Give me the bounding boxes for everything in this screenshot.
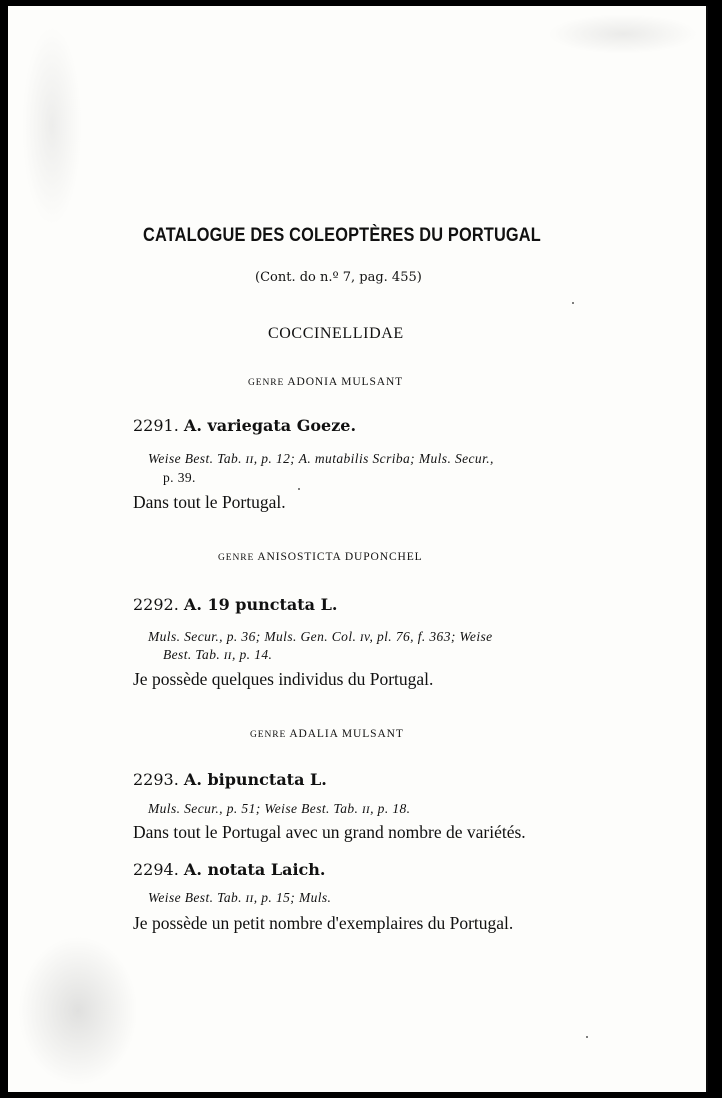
distribution-note: Je possède un petit nombre d'exemplaires du Portugal.	[133, 913, 514, 933]
species-number: 2291.	[133, 416, 179, 435]
genus-heading	[218, 552, 423, 564]
scan-speck	[298, 488, 300, 490]
scan-smudge	[22, 26, 82, 226]
scan-smudge	[18, 936, 138, 1086]
species-name: A. variegata Goeze.	[183, 416, 357, 435]
genus-name: ADONIA MULSANT	[287, 376, 404, 388]
distribution-note: Je possède quelques individus du Portugal.	[133, 669, 434, 689]
genus-heading	[248, 377, 403, 389]
reference-line: Best. Tab. ɪɪ, p. 14.	[163, 647, 273, 662]
catalogue-title: CATALOGUE DES COLEOPTÈRES DU PORTUGAL	[143, 225, 541, 246]
species-entry	[133, 772, 327, 788]
scan-speck	[586, 1036, 588, 1038]
species-number: 2293.	[133, 770, 179, 789]
reference-line: Muls. Secur., p. 51; Weise Best. Tab. ɪɪ, p. 18.	[148, 801, 411, 816]
distribution-note: Dans tout le Portugal avec un grand nombre de variétés.	[133, 822, 526, 842]
species-number: 2292.	[133, 595, 179, 614]
species-number: 2294.	[133, 860, 179, 879]
species-name: A. 19 punctata L.	[183, 595, 338, 614]
reference-line: Weise Best. Tab. ɪɪ, p. 15; Muls.	[148, 890, 332, 905]
species-name: A. notata Laich.	[183, 860, 326, 879]
reference-line: p. 39.	[163, 470, 196, 485]
reference-line: Muls. Secur., p. 36; Muls. Gen. Col. ɪv, pl. 76, f. 363; Weise	[148, 629, 493, 644]
species-name: A. bipunctata L.	[183, 770, 327, 789]
species-entry	[133, 418, 356, 434]
family-heading: COCCINELLIDAE	[268, 325, 404, 342]
genus-prefix: GENRE	[248, 378, 285, 388]
genus-prefix: GENRE	[218, 553, 255, 563]
genus-prefix: GENRE	[250, 730, 287, 740]
reference-line: Weise Best. Tab. ɪɪ, p. 12; A. mutabilis Scriba; Muls. Secur.,	[148, 451, 494, 466]
continuation-note: (Cont. do n.º 7, pag. 455)	[255, 270, 422, 285]
genus-name: ANISOSTICTA DUPONCHEL	[257, 551, 423, 563]
species-entry	[133, 862, 326, 878]
scan-smudge	[548, 14, 698, 54]
species-entry	[133, 597, 337, 613]
genus-name: ADALIA MULSANT	[289, 728, 404, 740]
scan-speck	[572, 302, 574, 304]
distribution-note: Dans tout le Portugal.	[133, 492, 286, 512]
genus-heading	[250, 729, 404, 741]
